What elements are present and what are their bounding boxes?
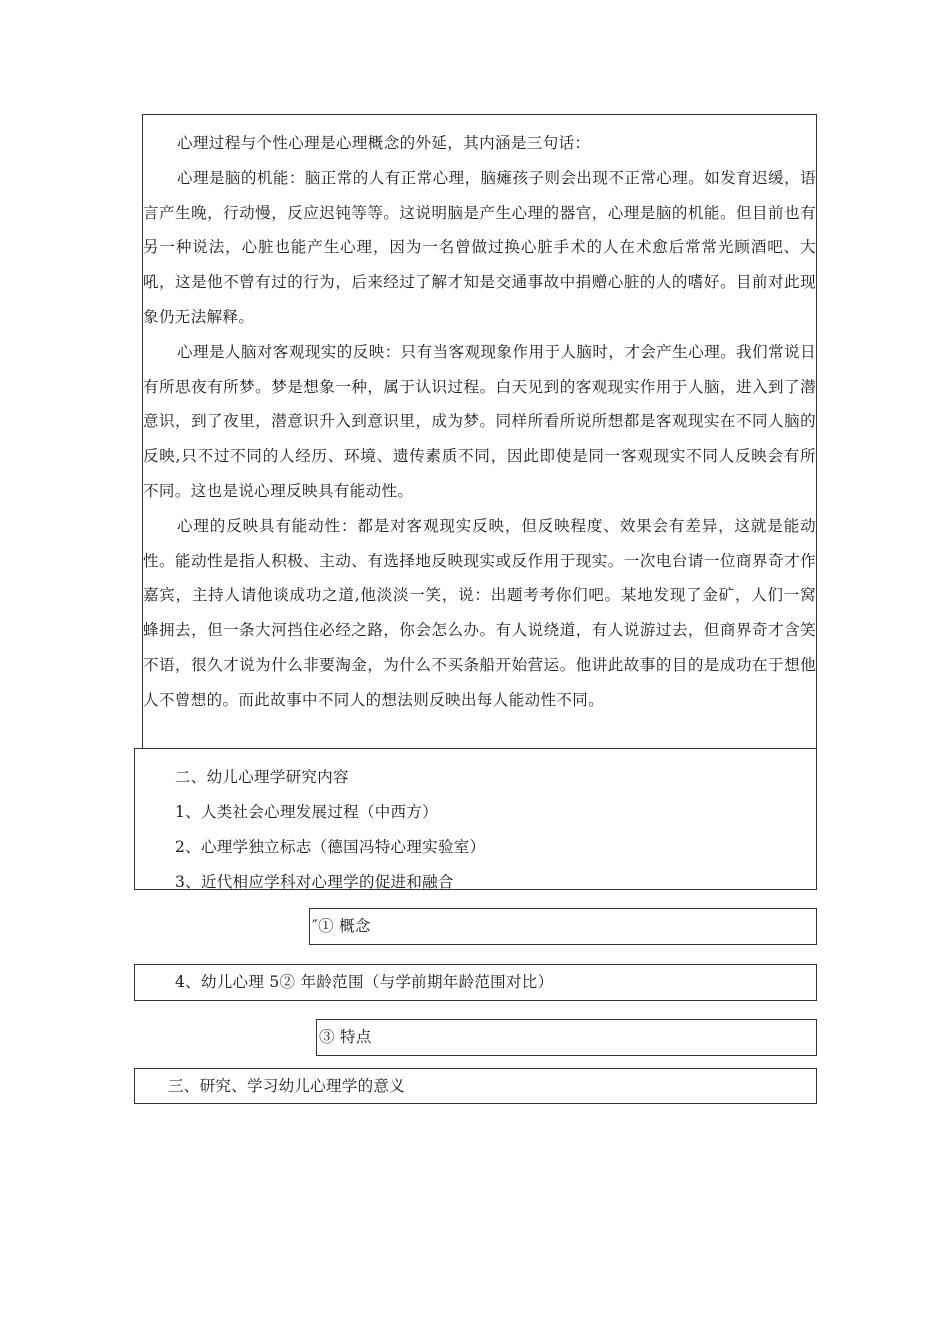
research-content-box — [134, 748, 817, 890]
reflection-paragraph: 心理是人脑对客观现实的反映：只有当客观现象作用于人脑时，才会产生心理。我们常说日有所思夜有所梦。梦是想象一种，属于认识过程。白天见到的客观现实作用于人脑，进入到了潜意识，到了夜里，潜意识升入到意识里，成为梦。同样所看所说所想都是客观现实在不同人脑的反映,只不过不同的人经历、环境、遗传素质不同，因此即使是同一客观现实不同人反映会有所不同。这也是说心理反映具有能动性。 — [143, 342, 816, 500]
research-item-1: 1、人类社会心理发展过程（中西方） — [175, 803, 438, 821]
research-item-3: 3、近代相应学科对心理学的促进和融合 — [175, 873, 454, 891]
research-content-heading: 二、幼儿心理学研究内容 — [175, 768, 349, 786]
feature-box: ③ 特点 — [316, 1019, 817, 1056]
significance-heading-box: 三、研究、学习幼儿心理学的意义 — [134, 1068, 817, 1104]
initiative-paragraph: 心理的反映具有能动性：都是对客观现实反映，但反映程度、效果会有差异，这就是能动性。能动性是指人积极、主动、有选择地反映现实或反作用于现实。一次电台请一位商界奇才作嘉宾，主持人请他谈成功之道,他淡淡一笑，说：出题考考你们吧。某地发现了金矿，人们一窝蜂拥去，但一条大河挡住必经之路，你会怎么办。有人说绕道，有人说游过去，但商界奇才含笑不语，很久才说为什么非要淘金，为什么不买条船开始营运。他讲此故事的目的是成功在于想他人不曾想的。而此故事中不同人的想法则反映出每人能动性不同。 — [143, 516, 816, 709]
psychology-concept-box — [142, 114, 817, 750]
age-range-box: 4、幼儿心理 5② 年龄范围（与学前期年龄范围对比） — [134, 964, 817, 1001]
brain-function-paragraph: 心理是脑的机能：脑正常的人有正常心理，脑瘫孩子则会出现不正常心理。如发育迟缓，语言产生晚，行动慢，反应迟钝等等。这说明脑是产生心理的器官，心理是脑的机能。但目前也有另一种说法，心脏也能产生心理，因为一名曾做过换心脏手术的人在术愈后常常光顾酒吧、大吼，这是他不曾有过的行为，后来经过了解才知是交通事故中捐赠心脏的人的嗜好。目前对此现象仍无法解释。 — [143, 168, 816, 326]
research-item-2: 2、心理学独立标志（德国冯特心理实验室） — [175, 838, 486, 856]
concept-intro: 心理过程与个性心理是心理概念的外延，其内涵是三句话： — [177, 134, 591, 152]
concept-box: ″① 概念 — [309, 908, 817, 945]
